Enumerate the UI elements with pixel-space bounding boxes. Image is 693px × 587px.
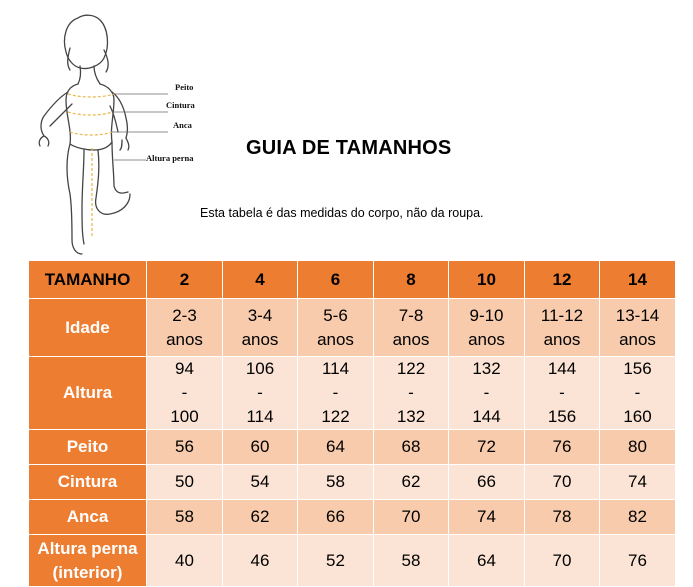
row-label-text: Altura: [62, 383, 113, 402]
size-header-cell: 12: [525, 261, 600, 299]
cell-text: 144: [547, 359, 577, 378]
cell-text: 40: [175, 550, 194, 570]
row-label-cell: [29, 430, 147, 465]
table-cell: [298, 465, 374, 500]
table-row: [29, 357, 676, 430]
cell-text: 64: [477, 550, 496, 570]
size-table: [28, 260, 676, 587]
table-cell: [298, 430, 374, 465]
table-row: [29, 465, 676, 500]
cell-text: 13-14: [615, 305, 660, 325]
table-cell: [525, 357, 600, 430]
table-row: [29, 500, 676, 535]
table-cell: [600, 299, 676, 357]
table-cell: [374, 357, 449, 430]
size-header-cell: 8: [374, 261, 449, 299]
cell-text: 56: [175, 437, 194, 456]
cell-text: 52: [326, 550, 345, 570]
table-cell: [600, 357, 676, 430]
table-cell: [449, 299, 525, 357]
table-cell: [449, 357, 525, 430]
table-cell: [449, 500, 525, 535]
table-cell: [298, 357, 374, 430]
table-cell: [374, 465, 449, 500]
row-label-cell: [29, 357, 147, 430]
figure-label-cintura: Cintura: [166, 100, 195, 110]
table-cell: [525, 500, 600, 535]
size-header-cell: 14: [600, 261, 676, 299]
cell-text: 68: [401, 437, 421, 456]
table-cell: [600, 500, 676, 535]
cell-text: 70: [552, 472, 572, 491]
cell-text: 66: [326, 507, 345, 526]
cell-text: 5-6: [323, 305, 348, 325]
table-cell: [374, 299, 449, 357]
table-row: [29, 535, 676, 587]
size-header-cell: 10: [449, 261, 525, 299]
figure-label-anca: Anca: [173, 120, 192, 130]
cell-text: 46: [250, 550, 270, 570]
table-cell: [374, 430, 449, 465]
table-cell: [449, 465, 525, 500]
table-cell: [600, 430, 676, 465]
cell-text: 66: [477, 472, 496, 491]
cell-text: 58: [326, 472, 345, 491]
row-label-text: (interior): [52, 562, 123, 582]
cell-text: 9-10: [469, 305, 504, 325]
cell-text: 76: [628, 550, 647, 570]
table-cell: [374, 500, 449, 535]
figure-label-peito: Peito: [175, 82, 194, 92]
table-cell: [449, 430, 525, 465]
cell-text: 64: [326, 437, 345, 456]
table-cell: [147, 299, 223, 357]
table-cell: [298, 299, 374, 357]
table-cell: [525, 299, 600, 357]
cell-text: anos: [392, 329, 430, 349]
cell-text: anos: [317, 329, 354, 349]
size-header-cell: 2: [147, 261, 223, 299]
cell-text: 11-12: [540, 305, 584, 325]
cell-text: 122: [396, 359, 426, 378]
cell-text: 94: [175, 359, 194, 378]
cell-text: 160: [623, 407, 652, 426]
cell-text: anos: [241, 329, 279, 349]
cell-text: -: [483, 383, 490, 402]
cell-text: 132: [396, 407, 426, 426]
row-label-text: Altura perna: [37, 538, 138, 558]
size-header-cell: 4: [223, 261, 298, 299]
table-cell: [298, 500, 374, 535]
table-cell: [525, 430, 600, 465]
cell-text: 54: [250, 472, 270, 491]
size-header-cell: 6: [298, 261, 374, 299]
cell-text: 50: [175, 472, 194, 491]
cell-text: -: [408, 383, 414, 402]
table-cell: [223, 500, 298, 535]
cell-text: -: [257, 383, 263, 402]
cell-text: 156: [547, 407, 577, 426]
cell-text: 106: [245, 359, 275, 378]
cell-text: 60: [250, 437, 270, 456]
table-cell: [147, 500, 223, 535]
cell-text: -: [332, 383, 339, 402]
row-label-text: Peito: [66, 437, 109, 456]
cell-text: 82: [628, 507, 647, 526]
cell-text: 70: [552, 550, 572, 570]
table-cell: [374, 535, 449, 587]
table-cell: [449, 535, 525, 587]
row-label-cell: [29, 465, 147, 500]
cell-text: 156: [623, 359, 652, 378]
cell-text: -: [634, 383, 641, 402]
cell-text: 58: [401, 550, 421, 570]
table-cell: [147, 535, 223, 587]
cell-text: 114: [321, 359, 350, 378]
cell-text: 72: [477, 437, 496, 456]
table-cell: [223, 465, 298, 500]
cell-text: 144: [472, 407, 501, 426]
page-title: GUIA DE TAMANHOS: [246, 137, 452, 159]
cell-text: 74: [477, 507, 496, 526]
cell-text: -: [559, 383, 565, 402]
cell-text: 62: [401, 472, 421, 491]
row-label-text: Cintura: [57, 472, 118, 491]
figure-label-altura-perna: Altura perna: [146, 153, 194, 163]
row-label-cell: [29, 535, 147, 587]
table-cell: [223, 299, 298, 357]
cell-text: anos: [468, 329, 505, 349]
cell-text: 80: [628, 437, 647, 456]
cell-text: 3-4: [247, 305, 273, 325]
cell-text: 132: [472, 359, 501, 378]
table-row: [29, 299, 676, 357]
table-cell: [525, 535, 600, 587]
table-cell: [223, 430, 298, 465]
table-cell: [600, 465, 676, 500]
cell-text: 62: [250, 507, 270, 526]
table-row: [29, 430, 676, 465]
cell-text: 76: [552, 437, 572, 456]
row-label-cell: [29, 299, 147, 357]
row-label-cell: [29, 500, 147, 535]
table-cell: [223, 535, 298, 587]
cell-text: 78: [552, 507, 572, 526]
cell-text: 58: [175, 507, 194, 526]
cell-text: anos: [619, 329, 656, 349]
row-label-text: Anca: [66, 507, 109, 526]
child-outline-illustration: [18, 8, 208, 263]
cell-text: -: [181, 383, 188, 402]
cell-text: 114: [246, 407, 274, 426]
cell-text: anos: [166, 329, 203, 349]
table-cell: [525, 465, 600, 500]
cell-text: 70: [401, 507, 421, 526]
cell-text: 74: [628, 472, 647, 491]
table-cell: [147, 357, 223, 430]
table-cell: [223, 357, 298, 430]
header-cell-tamanho: TAMANHO: [29, 261, 147, 299]
cell-text: 122: [321, 407, 350, 426]
cell-text: 2-3: [172, 305, 197, 325]
cell-text: anos: [543, 329, 581, 349]
cell-text: 100: [170, 407, 199, 426]
cell-text: 7-8: [398, 305, 424, 325]
table-note: Esta tabela é das medidas do corpo, não da roupa.: [200, 206, 484, 220]
table-cell: [147, 430, 223, 465]
body-measurement-figure: [18, 8, 208, 263]
table-cell: [600, 535, 676, 587]
table-cell: [147, 465, 223, 500]
table-header-row: [29, 261, 676, 299]
table-cell: [298, 535, 374, 587]
row-label-text: Idade: [65, 317, 110, 337]
